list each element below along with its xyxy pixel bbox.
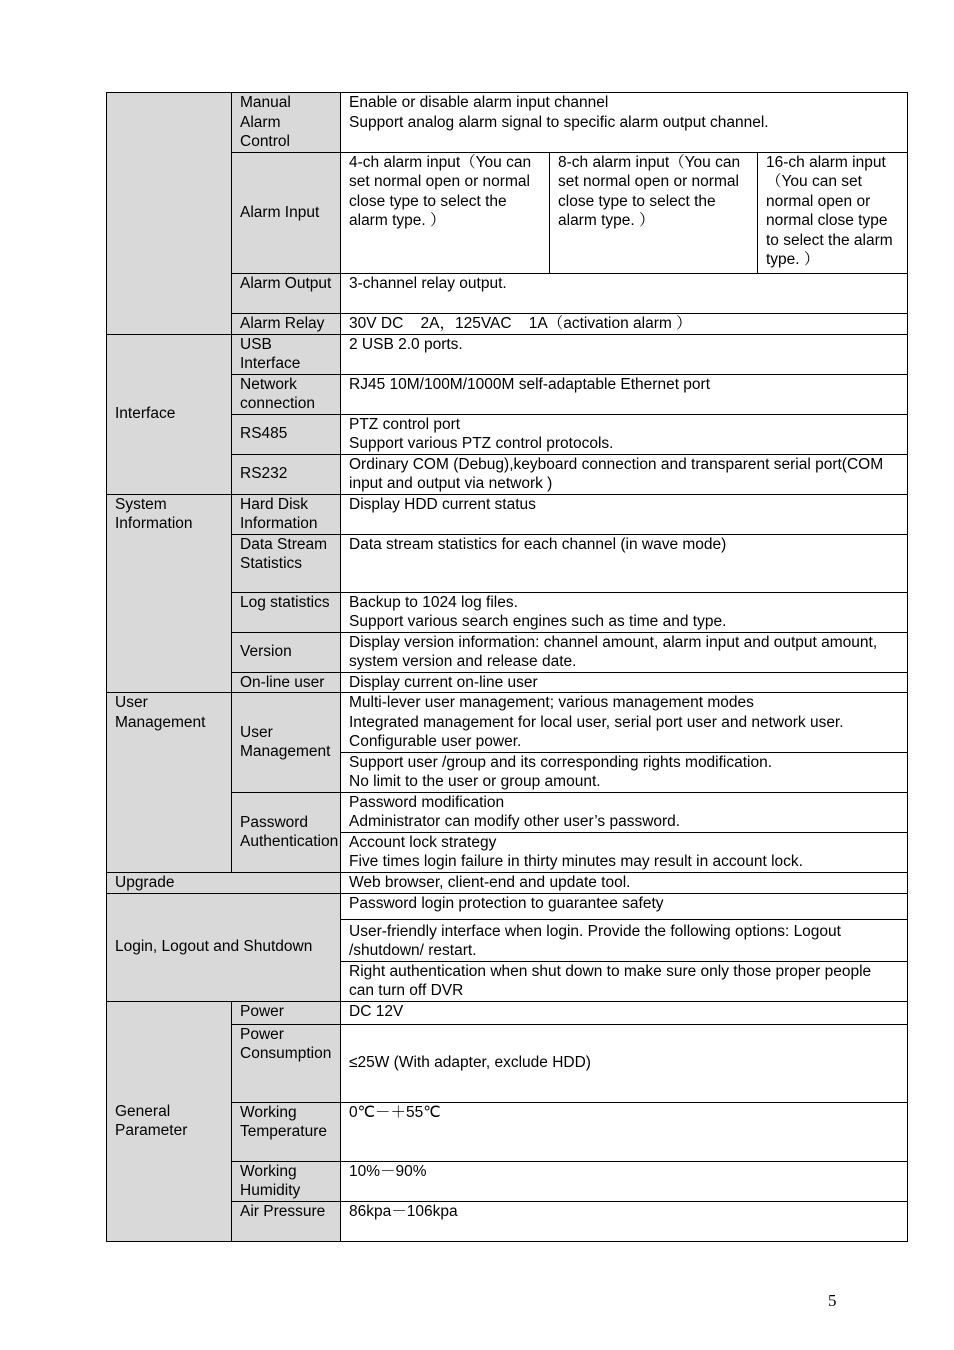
row-value: Display HDD current status: [341, 494, 908, 534]
value-line: Integrated management for local user, serial port user and network user.: [349, 713, 844, 731]
row-value: Right authentication when shut down to make sure only those proper people can turn off DVR: [341, 961, 908, 1001]
row-label: Air Pressure: [232, 1201, 341, 1241]
row-label: Working Humidity: [232, 1161, 341, 1201]
row-value: Web browser, client-end and update tool.: [341, 872, 908, 893]
section-label: Upgrade: [107, 872, 341, 893]
value-line: Multi-lever user management; various management modes: [349, 694, 754, 711]
row-label: Alarm Input: [232, 152, 341, 273]
value-line: Support various PTZ control protocols.: [349, 435, 614, 452]
row-value: 2 USB 2.0 ports.: [341, 334, 908, 374]
section-label: System Information: [107, 494, 232, 693]
table-row: [107, 893, 908, 919]
value-line: PTZ control port: [349, 415, 461, 433]
spec-table: [106, 92, 907, 1242]
table-row: [107, 1001, 908, 1024]
row-label: Hard Disk Information: [232, 494, 341, 534]
value-line: Password modification: [349, 793, 505, 811]
row-value: 3-channel relay output.: [341, 273, 908, 313]
row-label: RS485: [232, 414, 341, 454]
table-row: [107, 93, 908, 153]
row-value: ≤25W (With adapter, exclude HDD): [341, 1024, 908, 1102]
row-value: Password login protection to guarantee safety: [341, 893, 908, 919]
table-row: [107, 334, 908, 374]
row-label: Password Authentication: [232, 792, 341, 872]
row-value: [341, 792, 908, 832]
section-label: General Parameter: [107, 1001, 232, 1241]
row-label: RS232: [232, 454, 341, 494]
row-value: 86kpa－106kpa: [341, 1201, 908, 1241]
row-value: 10%－90%: [341, 1161, 908, 1201]
row-value: RJ45 10M/100M/1000M self-adaptable Ethernet port: [341, 374, 908, 414]
section-label: Interface: [107, 334, 232, 494]
value-line: Five times login failure in thirty minutes may result in account lock.: [349, 853, 803, 870]
row-value: DC 12V: [341, 1001, 908, 1024]
row-value: 16-ch alarm input（You can set normal open or normal close type to select the alarm type. ）: [758, 152, 908, 273]
value-line: Account lock strategy: [349, 833, 497, 851]
page-number: 5: [828, 1291, 837, 1310]
value-line: Configurable user power.: [349, 733, 522, 750]
value-line: Support analog alarm signal to specific alarm output channel.: [349, 113, 769, 131]
value-line: Backup to 1024 log files.: [349, 593, 518, 611]
table-row: [107, 693, 908, 753]
row-label: Power: [232, 1001, 341, 1024]
row-label: Alarm Output: [232, 273, 341, 313]
row-label: Version: [232, 632, 341, 672]
row-label: On-line user: [232, 672, 341, 693]
row-value: Display version information: channel amount, alarm input and output amount, system version and release date.: [341, 632, 908, 672]
row-value: Ordinary COM (Debug),keyboard connection and transparent serial port(COM input and output via network ): [341, 454, 908, 494]
value-line: Administrator can modify other user’s password.: [349, 813, 681, 830]
row-label: Alarm Relay: [232, 313, 341, 334]
row-value: [341, 832, 908, 872]
row-label: Log statistics: [232, 592, 341, 632]
value-line: Support user /group and its corresponding rights modification.: [349, 753, 773, 771]
row-label: Data Stream Statistics: [232, 534, 341, 592]
section-label: User Management: [107, 693, 232, 873]
row-label: Power Consumption: [232, 1024, 341, 1102]
row-value: [341, 693, 908, 753]
row-label: Manual Alarm Control: [232, 93, 341, 153]
section-label: Login, Logout and Shutdown: [107, 893, 341, 1001]
row-value: 0℃－＋55℃: [341, 1102, 908, 1161]
alarm-section-cell: [107, 93, 232, 335]
row-value: 8-ch alarm input（You can set normal open or normal close type to select the alarm type. ）: [550, 152, 758, 273]
table-row: [107, 494, 908, 534]
row-value: [341, 752, 908, 792]
value-line: Support various search engines such as time and type.: [349, 613, 727, 630]
row-value: 30V DC 2A，125VAC 1A（activation alarm ）: [341, 313, 908, 334]
row-value: User-friendly interface when login. Provide the following options: Logout /shutdown/ restart.: [341, 919, 908, 961]
table-row: [107, 872, 908, 893]
value-line: Enable or disable alarm input channel: [349, 94, 609, 111]
row-value: [341, 93, 908, 153]
row-value: [341, 592, 908, 632]
row-label: Network connection: [232, 374, 341, 414]
row-value: Display current on-line user: [341, 672, 908, 693]
row-value: [341, 414, 908, 454]
row-label: USB Interface: [232, 334, 341, 374]
row-label: User Management: [232, 693, 341, 793]
row-value: 4-ch alarm input（You can set normal open or normal close type to select the alarm type. ）: [341, 152, 550, 273]
row-value: Data stream statistics for each channel (in wave mode): [341, 534, 908, 592]
value-line: No limit to the user or group amount.: [349, 773, 601, 790]
row-label: Working Temperature: [232, 1102, 341, 1161]
